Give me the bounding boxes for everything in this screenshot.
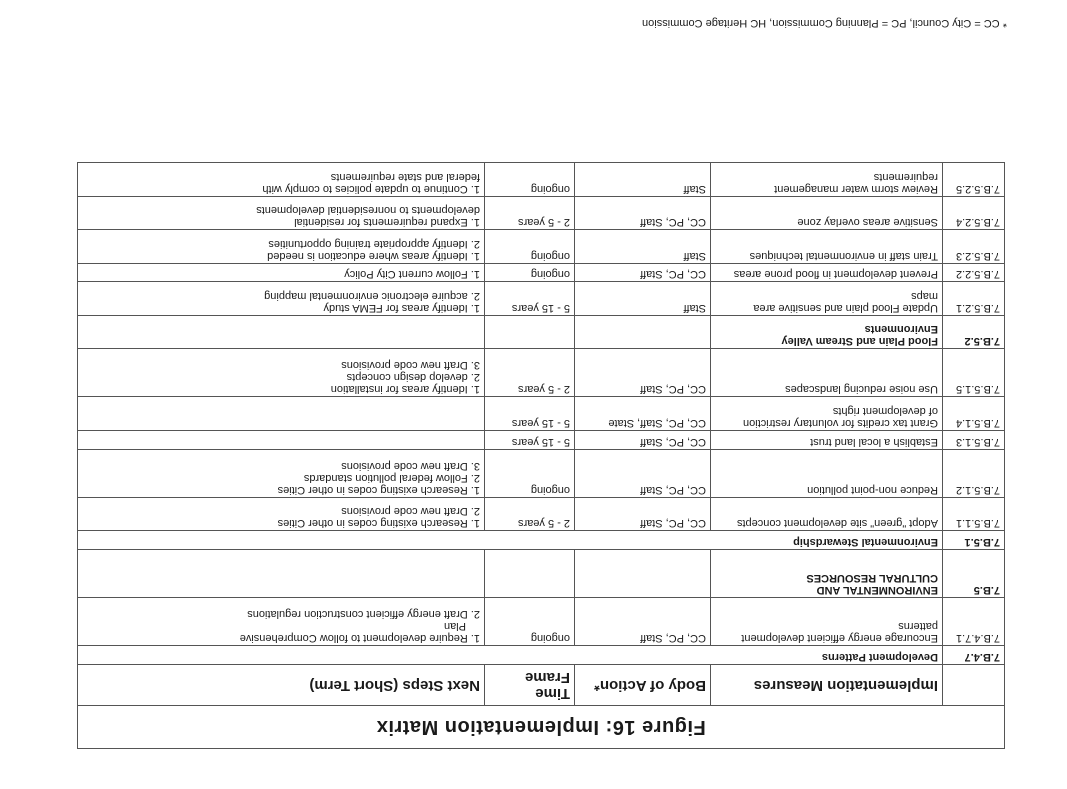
body-cell: Staff [575,230,711,263]
time-cell: ongoing [485,449,575,497]
steps-cell [77,196,484,229]
step-text: 3. Draft new code provisions [341,459,480,472]
time-cell: 2 - 5 years [485,349,575,397]
section-title: Environmental Stewardship [77,531,942,550]
empty-cell [77,550,484,598]
table-row [77,430,1004,449]
row-id: 7.B.5.2.4 [943,196,1005,229]
row-id: 7.B.4.7.1 [943,598,1005,646]
step-text: 1. Identify areas where education is needed [267,249,480,262]
measure-text: Review storm water management [774,182,938,195]
time-column-header: Time Frame [485,665,575,706]
section-title-line: Flood Plain and Stream Valley [781,335,938,348]
measure-text: Encourage energy efficient development [741,632,938,645]
table-row [77,598,1004,646]
section-row [77,550,1004,598]
body-cell: CC, PC, Staff [575,196,711,229]
step-text: Plan [443,620,466,633]
step-text: 3. Draft new code provisions [341,359,480,372]
table-row [77,282,1004,315]
matrix-table [77,162,1005,749]
table-row [77,497,1004,530]
step-text: 1. Require development to follow Comprehensive [239,632,480,645]
section-title [711,550,943,598]
measure-cell: Use noise reducing landscapes [711,349,943,397]
measure-cell: Prevent development in flood prone areas [711,263,943,282]
measures-column-header: Implementation Measures [711,665,943,706]
implementation-matrix [78,162,1005,749]
step-text: 2. Follow federal pollution standards [303,471,480,484]
table-row [77,263,1004,282]
measure-cell: Establish a local land trust [711,430,943,449]
body-cell: CC, PC, Staff, State [575,397,711,430]
time-cell: 5 - 15 years [485,397,575,430]
empty-cell [485,315,575,348]
body-cell: CC, PC, Staff [575,449,711,497]
empty-cell [485,550,575,598]
step-text: 2. Draft new code provisions [341,505,480,518]
steps-cell [77,598,484,646]
step-text: 1. Continue to update policies to comply with [262,182,480,195]
section-title-line: CULTURAL RESOURCES [806,572,938,585]
time-cell: 2 - 5 years [485,196,575,229]
table-row [77,449,1004,497]
steps-column-header: Next Steps (Short Term) [77,665,484,706]
table-row [77,163,1004,197]
step-text: 1. Identify areas for FEMA study [323,301,480,314]
time-cell: ongoing [485,598,575,646]
steps-cell [77,397,484,430]
step-text: 2. acquire electronic environmental mapping [264,289,480,302]
section-row [77,315,1004,348]
body-cell: CC, PC, Staff [575,497,711,530]
time-cell: ongoing [485,263,575,282]
step-text: federal and state requirements [330,170,480,183]
section-title [711,315,943,348]
body-cell: CC, PC, Staff [575,598,711,646]
time-cell: 2 - 5 years [485,497,575,530]
measure-cell [711,163,943,197]
steps-cell [77,282,484,315]
section-title-line: Environments [864,323,938,336]
measure-cell: Sensitive areas overlay zone [711,196,943,229]
table-row [77,397,1004,430]
row-id: 7.B.5.1.4 [943,397,1005,430]
row-id: 7.B.5.1.1 [943,497,1005,530]
measure-text: of development rights [832,404,938,417]
steps-cell [77,497,484,530]
body-cell: CC, PC, Staff [575,349,711,397]
measure-cell [711,598,943,646]
steps-cell [77,163,484,197]
measure-cell [711,397,943,430]
step-text: 2. develop design concepts [346,371,480,384]
body-cell: Staff [575,163,711,197]
empty-cell [575,315,711,348]
steps-cell [77,230,484,263]
table-row [77,349,1004,397]
empty-cell [575,550,711,598]
row-id: 7.B.5.1.2 [943,449,1005,497]
step-text: 1. Follow current City Policy [344,268,480,281]
section-title-line: ENVIRONMENTAL AND [816,584,938,597]
measure-cell: Reduce non-point pollution [711,449,943,497]
step-text: 1. Research existing codes in other Cities [277,483,480,496]
row-id: 7.B.5.1.5 [943,349,1005,397]
measure-text: patterns [898,620,938,633]
body-cell: CC, PC, Staff [575,263,711,282]
steps-cell [77,449,484,497]
section-id: 7.B.4.7 [943,646,1005,665]
time-cell: 5 - 15 years [485,282,575,315]
measure-cell [711,282,943,315]
measure-text: requirements [873,170,938,183]
time-cell: ongoing [485,230,575,263]
steps-cell [77,349,484,397]
row-id: 7.B.5.2.3 [943,230,1005,263]
section-row [77,646,1004,665]
section-row [77,531,1004,550]
measure-cell: Train staff in environmental techniques [711,230,943,263]
measure-text: maps [911,289,938,302]
empty-cell [77,315,484,348]
section-title: Development Patterns [77,646,942,665]
time-cell: ongoing [485,163,575,197]
step-text: 2. Identify appropriate training opportunities [268,237,480,250]
section-id: 7.B.5 [943,550,1005,598]
steps-cell [77,430,484,449]
time-cell: 5 - 15 years [485,430,575,449]
section-id: 7.B.5.2 [943,315,1005,348]
row-id: 7.B.5.1.3 [943,430,1005,449]
row-id: 7.B.5.2.1 [943,282,1005,315]
row-id: 7.B.5.2.5 [943,163,1005,197]
measure-text: Grant tax credits for voluntary restriction [742,416,938,429]
step-text: 1. Research existing codes in other Cities [277,517,480,530]
step-text: 1. Identify areas for installation [330,383,480,396]
steps-cell [77,263,484,282]
table-row [77,196,1004,229]
footnote: * CC = City Council, PC = Planning Commission, HC Heritage Commission [642,17,1007,29]
body-column-header: Body of Action* [575,665,711,706]
step-text: 1. Expand requirements for residential [294,216,480,229]
table-row [77,230,1004,263]
measure-cell: Adopt "green" site development concepts [711,497,943,530]
step-text: 2. Draft energy efficient construction regulations [247,608,480,621]
body-cell: Staff [575,282,711,315]
id-column-header [943,665,1005,706]
step-text: developments to nonresidential developments [256,204,480,217]
row-id: 7.B.5.2.2 [943,263,1005,282]
body-cell: CC, PC, Staff [575,430,711,449]
measure-text: Update Flood plain and sensitive area [753,301,938,314]
section-id: 7.B.5.1 [943,531,1005,550]
figure-title: Figure 16: Implementation Matrix [77,706,1004,749]
